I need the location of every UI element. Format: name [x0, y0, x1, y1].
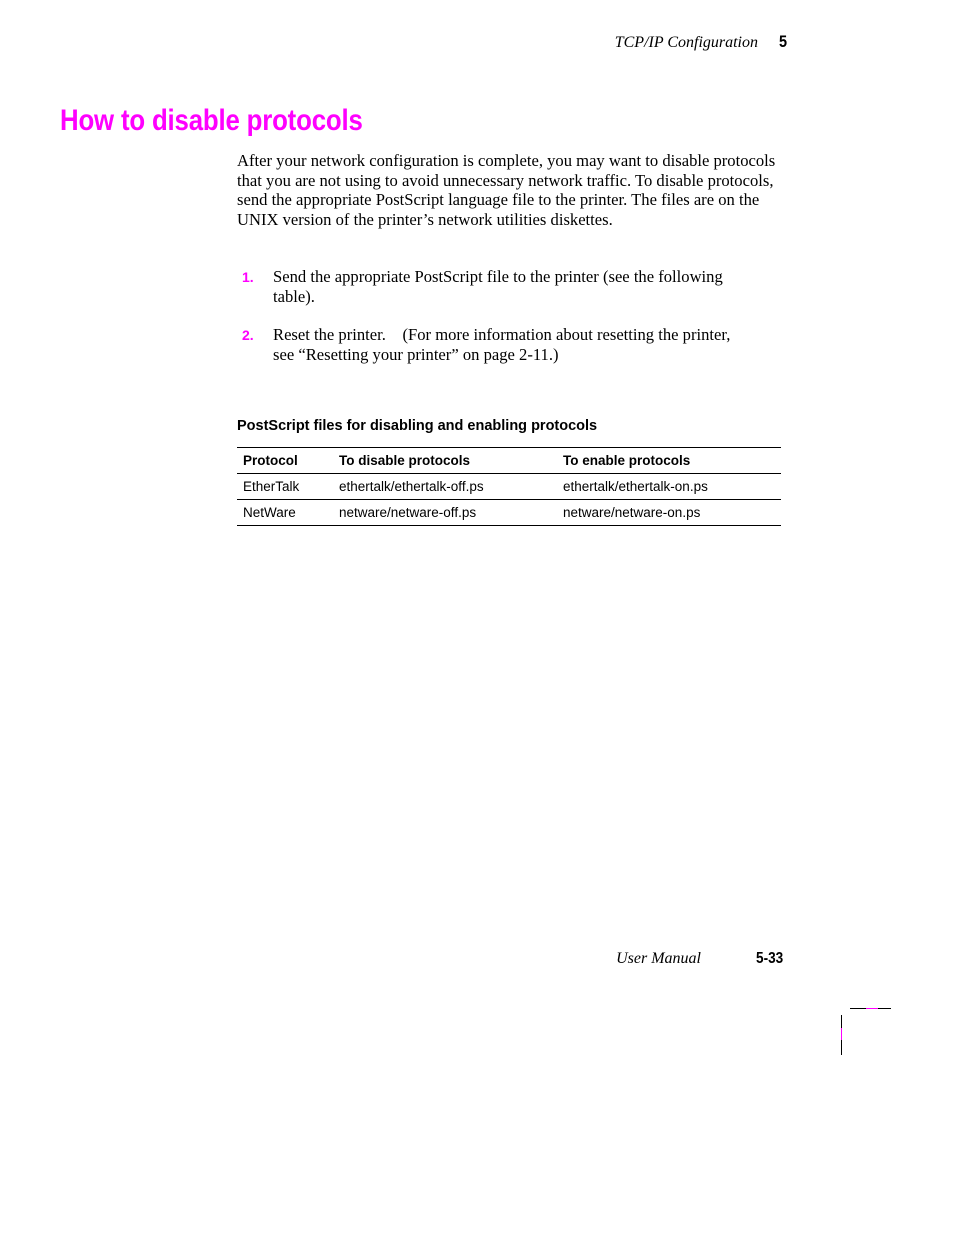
page-title: How to disable protocols — [60, 104, 363, 137]
table-cell: EtherTalk — [237, 474, 333, 500]
step-number: 1. — [242, 269, 254, 285]
table-row — [237, 474, 781, 500]
header-section-title: TCP/IP Configuration — [614, 34, 758, 51]
column-header-disable: To disable protocols — [333, 448, 557, 474]
table-cell: NetWare — [237, 500, 333, 526]
table-row — [237, 500, 781, 526]
crop-mark-accent — [841, 1028, 842, 1040]
table-caption: PostScript files for disabling and enabling protocols — [237, 418, 598, 434]
header-chapter-number: 5 — [779, 32, 788, 51]
column-header-protocol: Protocol — [237, 448, 333, 474]
footer-manual-title: User Manual — [616, 950, 701, 967]
table-cell: ethertalk/ethertalk-on.ps — [557, 474, 781, 500]
crop-mark-accent — [866, 1008, 878, 1009]
intro-paragraph: After your network configuration is complete, you may want to disable protocols that you are not using to avoid unnecessary network traffic. To disable protocols, send the appropriate PostScript language file to the printer. The files are on the UNIX version of the printer’s network utilities diskettes. — [237, 151, 776, 229]
footer-page-number: 5-33 — [756, 950, 784, 967]
step-text: Reset the printer. (For more information about resetting the printer, see “Resetting your printer” on page 2-11.) — [273, 325, 735, 364]
column-header-enable: To enable protocols — [557, 448, 781, 474]
table-cell: netware/netware-on.ps — [557, 500, 781, 526]
step-text: Send the appropriate PostScript file to the printer (see the following table). — [273, 267, 723, 306]
protocol-files-table — [237, 447, 781, 526]
table-cell: netware/netware-off.ps — [333, 500, 557, 526]
table-cell: ethertalk/ethertalk-off.ps — [333, 474, 557, 500]
step-number: 2. — [242, 327, 254, 343]
table-header-row — [237, 448, 781, 474]
